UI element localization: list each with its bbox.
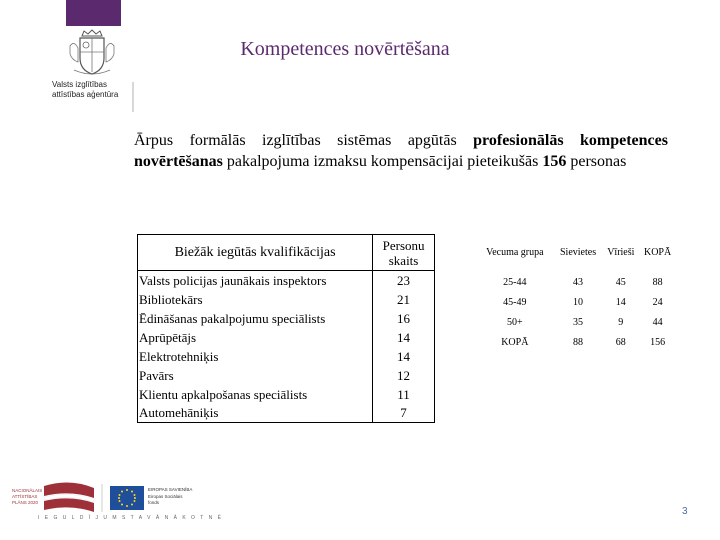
- age-row: [476, 292, 676, 312]
- qualification-count: 16: [373, 309, 435, 328]
- qualification-count: 14: [373, 347, 435, 366]
- header-qualifications: Biežāk iegūtās kvalifikācijas: [138, 235, 373, 271]
- qualification-name: Valsts policijas jaunākais inspektors: [138, 271, 373, 290]
- svg-text:ATTĪSTĪBAS: ATTĪSTĪBAS: [12, 494, 38, 499]
- intro-bold-count: 156: [542, 153, 567, 170]
- eu-text: [148, 486, 192, 505]
- intro-text-3: personas: [566, 153, 627, 170]
- qualification-row: [138, 309, 435, 328]
- age-cell: 43: [573, 276, 584, 288]
- age-cell: 44: [652, 316, 663, 328]
- age-cell: 88: [573, 336, 584, 348]
- qualification-name: Automehāniķis: [138, 404, 373, 423]
- qualification-count: 21: [373, 290, 435, 309]
- svg-text:fonds: fonds: [148, 500, 160, 505]
- svg-text:Eiropas Sociālais: Eiropas Sociālais: [148, 494, 183, 499]
- footer-slogan: I E G U L D Ī J U M S T A V Ā N Ā K O T N Ē: [38, 515, 223, 521]
- svg-text:PLĀNS 2020: PLĀNS 2020: [12, 500, 39, 505]
- age-row: [476, 272, 676, 292]
- header-person-count: Personu skaits: [373, 235, 435, 271]
- age-cell: 45-49: [503, 296, 527, 308]
- qualification-row: [138, 404, 435, 423]
- qualification-name: Pavārs: [138, 366, 373, 385]
- qualification-row: [138, 271, 435, 290]
- qualification-row: [138, 385, 435, 404]
- qualification-row: [138, 290, 435, 309]
- age-cell: 14: [615, 296, 626, 308]
- nap-logo-text: [12, 487, 42, 505]
- age-cell: 88: [652, 276, 663, 288]
- intro-text-1: Ārpus formālās izglītības sistēmas apgūtās: [134, 132, 474, 149]
- qualification-count: 14: [373, 328, 435, 347]
- qualification-count: 23: [373, 271, 435, 290]
- age-header-cell: KOPĀ: [643, 247, 672, 258]
- qualification-name: Elektrotehniķis: [138, 347, 373, 366]
- age-cell: 10: [573, 296, 584, 308]
- agency-line-1: Valsts izglītības: [52, 80, 107, 89]
- svg-text:EIROPAS SAVIENĪBA: EIROPAS SAVIENĪBA: [148, 487, 193, 492]
- qualification-count: 7: [373, 404, 435, 423]
- age-row: [476, 332, 676, 352]
- svg-text:NACIONĀLAIS: NACIONĀLAIS: [12, 488, 43, 493]
- qualification-name: Aprūpētājs: [138, 328, 373, 347]
- age-cell: 50+: [507, 316, 523, 328]
- age-group-table: [476, 234, 676, 352]
- page-number: 3: [682, 506, 688, 517]
- age-header-cell: Sievietes: [559, 247, 597, 258]
- intro-paragraph: [134, 130, 668, 172]
- qualification-row: [138, 328, 435, 347]
- agency-logo: [48, 28, 138, 118]
- intro-bold-1: profesionālās kompetences novērtēšanas: [134, 132, 668, 170]
- age-header-cell: Vecuma grupa: [486, 247, 544, 258]
- age-cell: 35: [573, 316, 584, 328]
- age-cell: 45: [615, 276, 626, 288]
- coat-of-arms-icon: [66, 28, 118, 76]
- qualification-row: [138, 347, 435, 366]
- slide-title: Kompetences novērtēšana: [240, 38, 450, 60]
- qualification-count: 11: [373, 385, 435, 404]
- qualifications-table: [137, 234, 435, 423]
- age-cell: 25-44: [503, 276, 527, 288]
- qualification-name: Ēdināšanas pakalpojumu speciālists: [138, 309, 373, 328]
- top-accent-bar: [66, 0, 121, 26]
- qualification-count: 12: [373, 366, 435, 385]
- footer-logos: [10, 480, 210, 520]
- agency-line-2: attīstības aģentūra: [52, 90, 119, 99]
- qualifications-header-row: [138, 235, 435, 271]
- age-header-row: [476, 234, 676, 272]
- age-cell: 156: [650, 336, 666, 348]
- age-header-cell: Vīrieši: [607, 247, 635, 258]
- age-cell: KOPĀ: [501, 336, 529, 348]
- agency-name: [52, 80, 142, 100]
- age-cell: 68: [615, 336, 626, 348]
- qualification-row: [138, 366, 435, 385]
- age-row: [476, 312, 676, 332]
- intro-text-2: pakalpojuma izmaksu kompensācijai pieteikušās: [222, 153, 543, 170]
- age-cell: 9: [618, 316, 624, 328]
- qualification-name: Klientu apkalpošanas speciālists: [138, 385, 373, 404]
- age-cell: 24: [652, 296, 663, 308]
- agency-divider: [132, 82, 134, 112]
- qualification-name: Bibliotekārs: [138, 290, 373, 309]
